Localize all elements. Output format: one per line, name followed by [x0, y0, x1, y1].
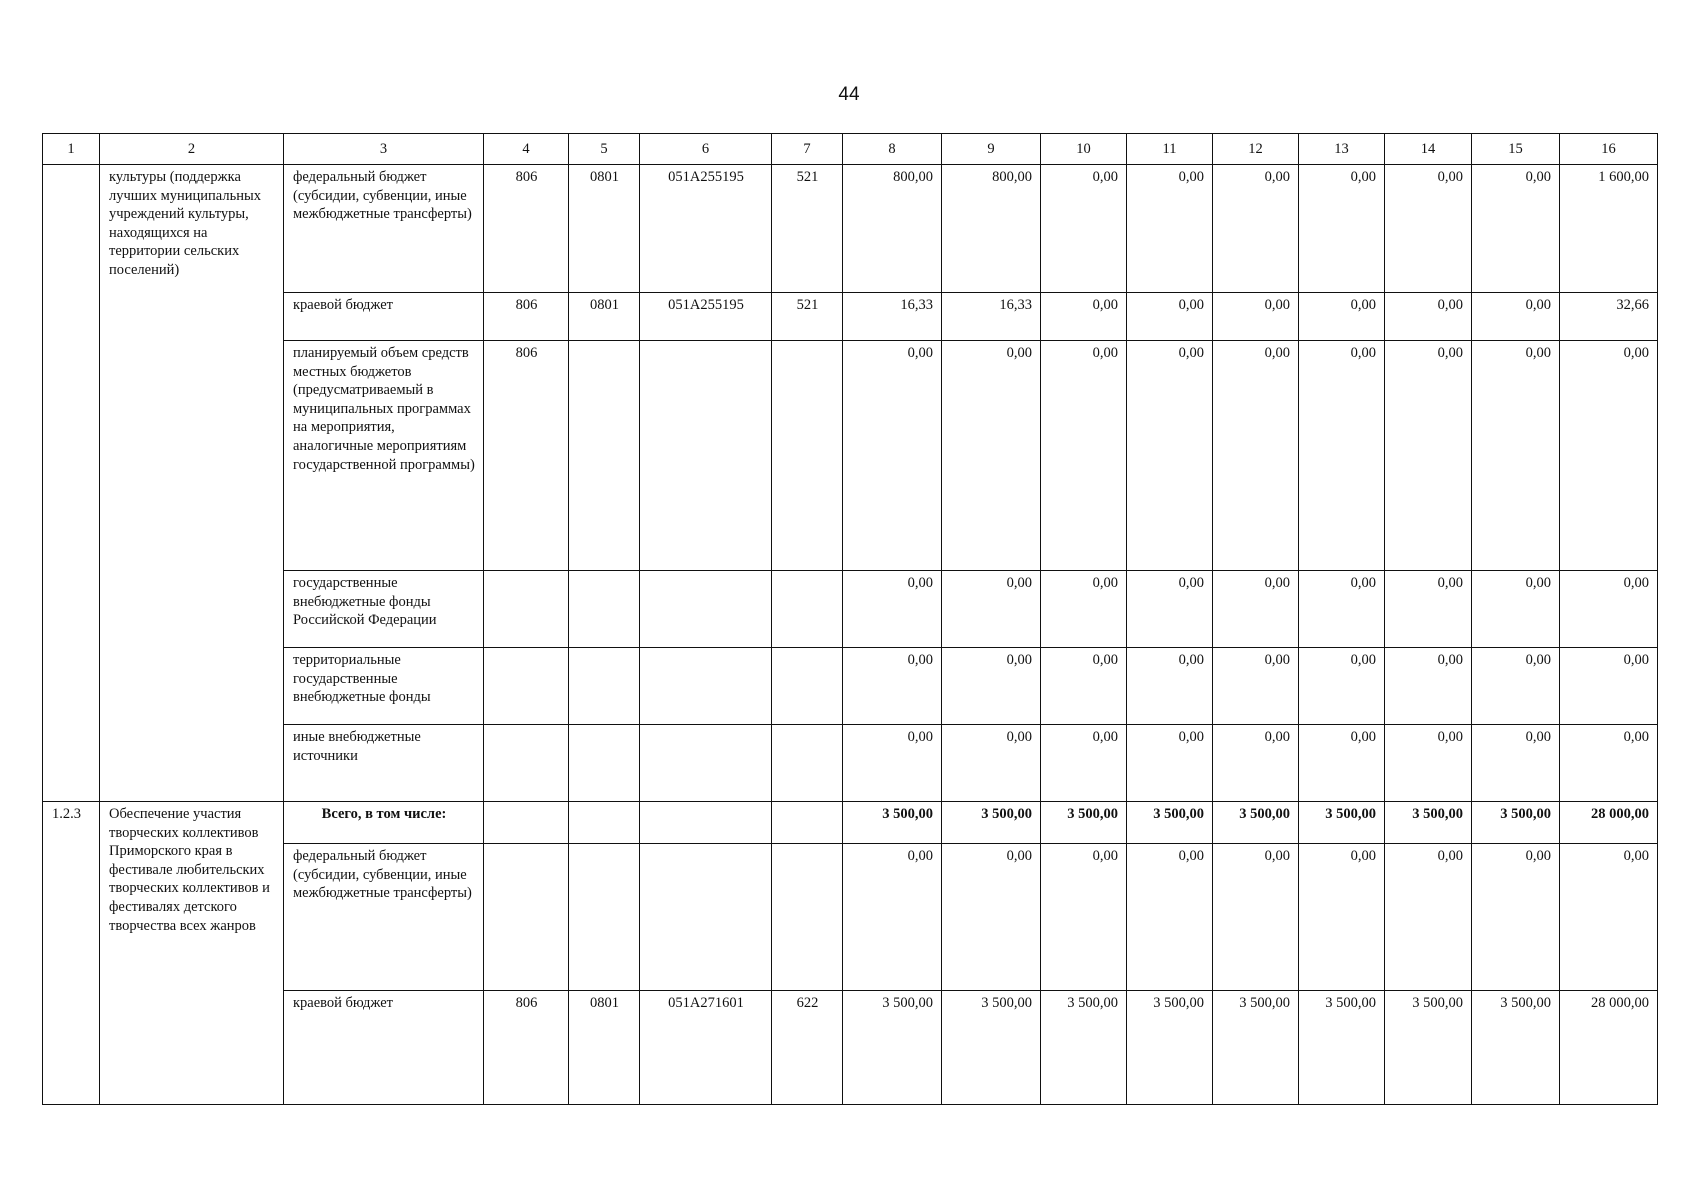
code-cell: 051А271601 [640, 991, 772, 1105]
code-cell: 521 [772, 293, 843, 341]
value-cell: 3 500,00 [1041, 802, 1127, 844]
table-row [43, 648, 1658, 725]
value-cell: 0,00 [1560, 571, 1658, 648]
header-cell: 15 [1472, 134, 1560, 165]
code-cell [640, 802, 772, 844]
code-cell [640, 341, 772, 571]
value-cell: 0,00 [942, 571, 1041, 648]
value-cell: 0,00 [1385, 571, 1472, 648]
code-cell [569, 648, 640, 725]
value-cell: 3 500,00 [1127, 802, 1213, 844]
code-cell [484, 648, 569, 725]
value-cell: 0,00 [942, 725, 1041, 802]
code-cell: 806 [484, 991, 569, 1105]
value-cell: 0,00 [1041, 293, 1127, 341]
code-cell [569, 571, 640, 648]
value-cell: 0,00 [1041, 341, 1127, 571]
value-cell: 3 500,00 [1385, 802, 1472, 844]
value-cell: 0,00 [1213, 725, 1299, 802]
value-cell: 0,00 [1127, 341, 1213, 571]
value-cell: 0,00 [1385, 648, 1472, 725]
table-row [43, 991, 1658, 1105]
value-cell: 0,00 [1472, 844, 1560, 991]
value-cell: 0,00 [1299, 648, 1385, 725]
value-cell: 0,00 [1472, 341, 1560, 571]
header-cell: 10 [1041, 134, 1127, 165]
value-cell: 0,00 [1560, 844, 1658, 991]
value-cell: 3 500,00 [1299, 802, 1385, 844]
header-cell: 16 [1560, 134, 1658, 165]
table-row [43, 165, 1658, 293]
value-cell: 0,00 [1041, 165, 1127, 293]
value-cell: 0,00 [1041, 648, 1127, 725]
code-cell [484, 725, 569, 802]
header-cell: 4 [484, 134, 569, 165]
funding-source-cell: Всего, в том числе: [284, 802, 484, 844]
table-row [43, 571, 1658, 648]
code-cell: 0801 [569, 991, 640, 1105]
code-cell [484, 844, 569, 991]
value-cell: 0,00 [1385, 725, 1472, 802]
value-cell: 0,00 [1213, 844, 1299, 991]
value-cell: 3 500,00 [1385, 991, 1472, 1105]
measure-name-cell: культуры (поддержка лучших муниципальных учреждений культуры, находящихся на территории сельских поселений) [100, 165, 284, 802]
value-cell: 1 600,00 [1560, 165, 1658, 293]
value-cell: 3 500,00 [942, 991, 1041, 1105]
value-cell: 0,00 [1299, 725, 1385, 802]
code-cell [772, 802, 843, 844]
value-cell: 0,00 [1127, 844, 1213, 991]
code-cell: 521 [772, 165, 843, 293]
table-row [43, 341, 1658, 571]
value-cell: 3 500,00 [942, 802, 1041, 844]
code-cell [569, 341, 640, 571]
value-cell: 0,00 [1472, 725, 1560, 802]
value-cell: 3 500,00 [1127, 991, 1213, 1105]
header-cell: 13 [1299, 134, 1385, 165]
value-cell: 0,00 [1213, 165, 1299, 293]
code-cell [569, 802, 640, 844]
header-cell: 2 [100, 134, 284, 165]
value-cell: 0,00 [1041, 725, 1127, 802]
table-row [43, 293, 1658, 341]
code-cell: 622 [772, 991, 843, 1105]
funding-source-cell: территориальные государственные внебюджетные фонды [284, 648, 484, 725]
value-cell: 0,00 [942, 648, 1041, 725]
value-cell: 0,00 [1127, 571, 1213, 648]
row-number-cell: 1.2.3 [43, 802, 100, 1105]
code-cell [640, 571, 772, 648]
value-cell: 0,00 [1127, 165, 1213, 293]
value-cell: 32,66 [1560, 293, 1658, 341]
value-cell: 0,00 [843, 844, 942, 991]
header-cell: 6 [640, 134, 772, 165]
code-cell: 0801 [569, 293, 640, 341]
code-cell [772, 648, 843, 725]
value-cell: 0,00 [843, 571, 942, 648]
funding-source-cell: федеральный бюджет (субсидии, субвенции, иные межбюджетные трансферты) [284, 844, 484, 991]
funding-source-cell: иные внебюджетные источники [284, 725, 484, 802]
value-cell: 0,00 [1472, 293, 1560, 341]
code-cell: 051А255195 [640, 165, 772, 293]
code-cell [484, 571, 569, 648]
value-cell: 0,00 [1041, 844, 1127, 991]
funding-source-cell: федеральный бюджет (субсидии, субвенции, иные межбюджетные трансферты) [284, 165, 484, 293]
code-cell [569, 725, 640, 802]
header-cell: 8 [843, 134, 942, 165]
value-cell: 0,00 [1299, 341, 1385, 571]
value-cell: 0,00 [1472, 165, 1560, 293]
funding-source-cell: краевой бюджет [284, 991, 484, 1105]
header-cell: 11 [1127, 134, 1213, 165]
code-cell [772, 844, 843, 991]
value-cell: 3 500,00 [1213, 991, 1299, 1105]
value-cell: 0,00 [1299, 571, 1385, 648]
value-cell: 3 500,00 [1299, 991, 1385, 1105]
value-cell: 3 500,00 [1472, 991, 1560, 1105]
value-cell: 0,00 [1213, 341, 1299, 571]
funding-source-cell: государственные внебюджетные фонды Российской Федерации [284, 571, 484, 648]
value-cell: 0,00 [843, 725, 942, 802]
value-cell: 0,00 [1560, 648, 1658, 725]
header-cell: 5 [569, 134, 640, 165]
table-row [43, 725, 1658, 802]
value-cell: 0,00 [843, 341, 942, 571]
value-cell: 3 500,00 [1041, 991, 1127, 1105]
code-cell [640, 844, 772, 991]
value-cell: 0,00 [1299, 844, 1385, 991]
value-cell: 3 500,00 [843, 802, 942, 844]
code-cell [772, 571, 843, 648]
table-row [43, 844, 1658, 991]
code-cell: 806 [484, 341, 569, 571]
code-cell: 051А255195 [640, 293, 772, 341]
value-cell: 0,00 [942, 341, 1041, 571]
code-cell: 806 [484, 293, 569, 341]
value-cell: 0,00 [942, 844, 1041, 991]
funding-source-cell: краевой бюджет [284, 293, 484, 341]
funding-source-cell: планируемый объем средств местных бюджетов (предусматриваемый в муниципальных программах на мероприятия, аналогичные мероприятиям государственной программы) [284, 341, 484, 571]
value-cell: 28 000,00 [1560, 991, 1658, 1105]
value-cell: 0,00 [1472, 571, 1560, 648]
value-cell: 0,00 [1213, 648, 1299, 725]
header-cell: 7 [772, 134, 843, 165]
value-cell: 0,00 [1127, 725, 1213, 802]
value-cell: 0,00 [1385, 293, 1472, 341]
value-cell: 0,00 [1041, 571, 1127, 648]
measure-name-cell: Обеспечение участия творческих коллективов Приморского края в фестивале любительских творческих коллективов и фестивалях детского творчества всех жанров [100, 802, 284, 1105]
code-cell [484, 802, 569, 844]
header-cell: 12 [1213, 134, 1299, 165]
code-cell [640, 648, 772, 725]
value-cell: 0,00 [1127, 293, 1213, 341]
value-cell: 800,00 [843, 165, 942, 293]
row-number-cell [43, 165, 100, 802]
value-cell: 0,00 [1299, 293, 1385, 341]
value-cell: 0,00 [1213, 571, 1299, 648]
value-cell: 0,00 [1213, 293, 1299, 341]
header-cell: 1 [43, 134, 100, 165]
budget-table [42, 133, 1658, 1105]
code-cell: 806 [484, 165, 569, 293]
value-cell: 3 500,00 [843, 991, 942, 1105]
code-cell [772, 725, 843, 802]
header-cell: 9 [942, 134, 1041, 165]
page-number: 44 [838, 84, 860, 105]
value-cell: 16,33 [843, 293, 942, 341]
value-cell: 28 000,00 [1560, 802, 1658, 844]
value-cell: 0,00 [1127, 648, 1213, 725]
value-cell: 0,00 [1385, 844, 1472, 991]
table-row [43, 802, 1658, 844]
value-cell: 3 500,00 [1472, 802, 1560, 844]
value-cell: 16,33 [942, 293, 1041, 341]
value-cell: 0,00 [1385, 165, 1472, 293]
value-cell: 0,00 [1560, 725, 1658, 802]
value-cell: 0,00 [1560, 341, 1658, 571]
code-cell: 0801 [569, 165, 640, 293]
value-cell: 0,00 [1299, 165, 1385, 293]
header-cell: 14 [1385, 134, 1472, 165]
header-cell: 3 [284, 134, 484, 165]
value-cell: 0,00 [1472, 648, 1560, 725]
code-cell [772, 341, 843, 571]
value-cell: 3 500,00 [1213, 802, 1299, 844]
value-cell: 0,00 [843, 648, 942, 725]
code-cell [640, 725, 772, 802]
value-cell: 0,00 [1385, 341, 1472, 571]
code-cell [569, 844, 640, 991]
value-cell: 800,00 [942, 165, 1041, 293]
header-row [43, 134, 1658, 165]
